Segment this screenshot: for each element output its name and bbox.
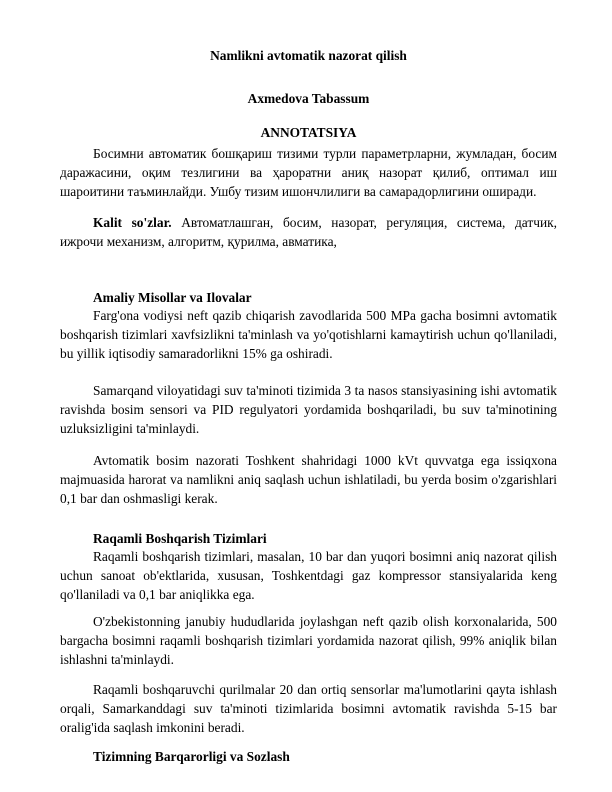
section-paragraph: Samarqand viloyatidagi suv ta'minoti tizimida 3 ta nasos stansiyasining ishi avtomatik ravishda bosim sensori va PID regulyatori yordamida boshqariladi, bu suv ta'minotining uzluksizligini ta'minlaydi. <box>60 383 557 437</box>
section-paragraph: Raqamli boshqaruvchi qurilmalar 20 dan ortiq sensorlar ma'lumotlarini qayta ishlash orqali, Samarkanddagi suv ta'minoti tizimlarida bosimni avtomatik ravishda 5-15 bar oralig'ida saqlash imkonini beradi. <box>60 682 557 736</box>
section-heading: Amaliy Misollar va Ilovalar <box>93 290 252 305</box>
document-title: Namlikni avtomatik nazorat qilish <box>210 48 407 63</box>
abstract-heading-line <box>60 125 557 141</box>
abstract-heading: ANNOTATSIYA <box>260 125 357 140</box>
keywords-text: Автоматлашган, босим, назорат, регуляция, система, датчик, ижрочи механизм, алгоритм, қурилма, авматика, <box>60 215 557 250</box>
keywords-label: Kalit so'zlar. <box>93 215 172 230</box>
abstract-text: Босимни автоматик бошқариш тизими турли параметрларни, жумладан, босим даражасини, оқим тезлигини ва ҳароратни аниқ назорат қилиб, оптимал иш шароитини таъминлайди. Ушбу тизим ишончлилиги ва самарадорлигини оширади. <box>60 146 557 200</box>
section-paragraph: Avtomatik bosim nazorati Toshkent shahridagi 1000 kVt quvvatga ega issiqxona majmuasida harorat va namlikni aniq saqlash uchun ishlatiladi, bu yerda bosim o'zgarishlari 0,1 bar dan oshmasligi kerak. <box>60 453 557 507</box>
author-name: Axmedova Tabassum <box>247 91 370 106</box>
section-heading: Tizimning Barqarorligi va Sozlash <box>93 749 290 764</box>
section-paragraph: O'zbekistonning janubiy hududlarida joylashgan neft qazib olish korxonalarida, 500 bargacha bosimni raqamli boshqarish tizimlari yordamida nazorat qilish, 99% aniqlik bilan ishlashni ta'minlaydi. <box>60 614 557 668</box>
keywords-paragraph <box>60 213 557 251</box>
section-heading: Raqamli Boshqarish Tizimlari <box>93 531 267 546</box>
section-paragraph: Raqamli boshqarish tizimlari, masalan, 10 bar dan yuqori bosimni aniq nazorat qilish uchun sanoat ob'ektlarida, xususan, Toshkentdagi gaz kompressor stansiyalarida keng qo'llaniladi va 0,1 bar aniqlikka ega. <box>60 549 557 603</box>
section-paragraph: Farg'ona vodiysi neft qazib chiqarish zavodlarida 500 MPa gacha bosimni avtomatik boshqarish tizimlari xavfsizlikni ta'minlash va yo'qotishlarni kamaytirish uchun qo'llaniladi, bu yillik iqtisodiy samaradorlikni 15% ga oshiradi. <box>60 308 557 362</box>
